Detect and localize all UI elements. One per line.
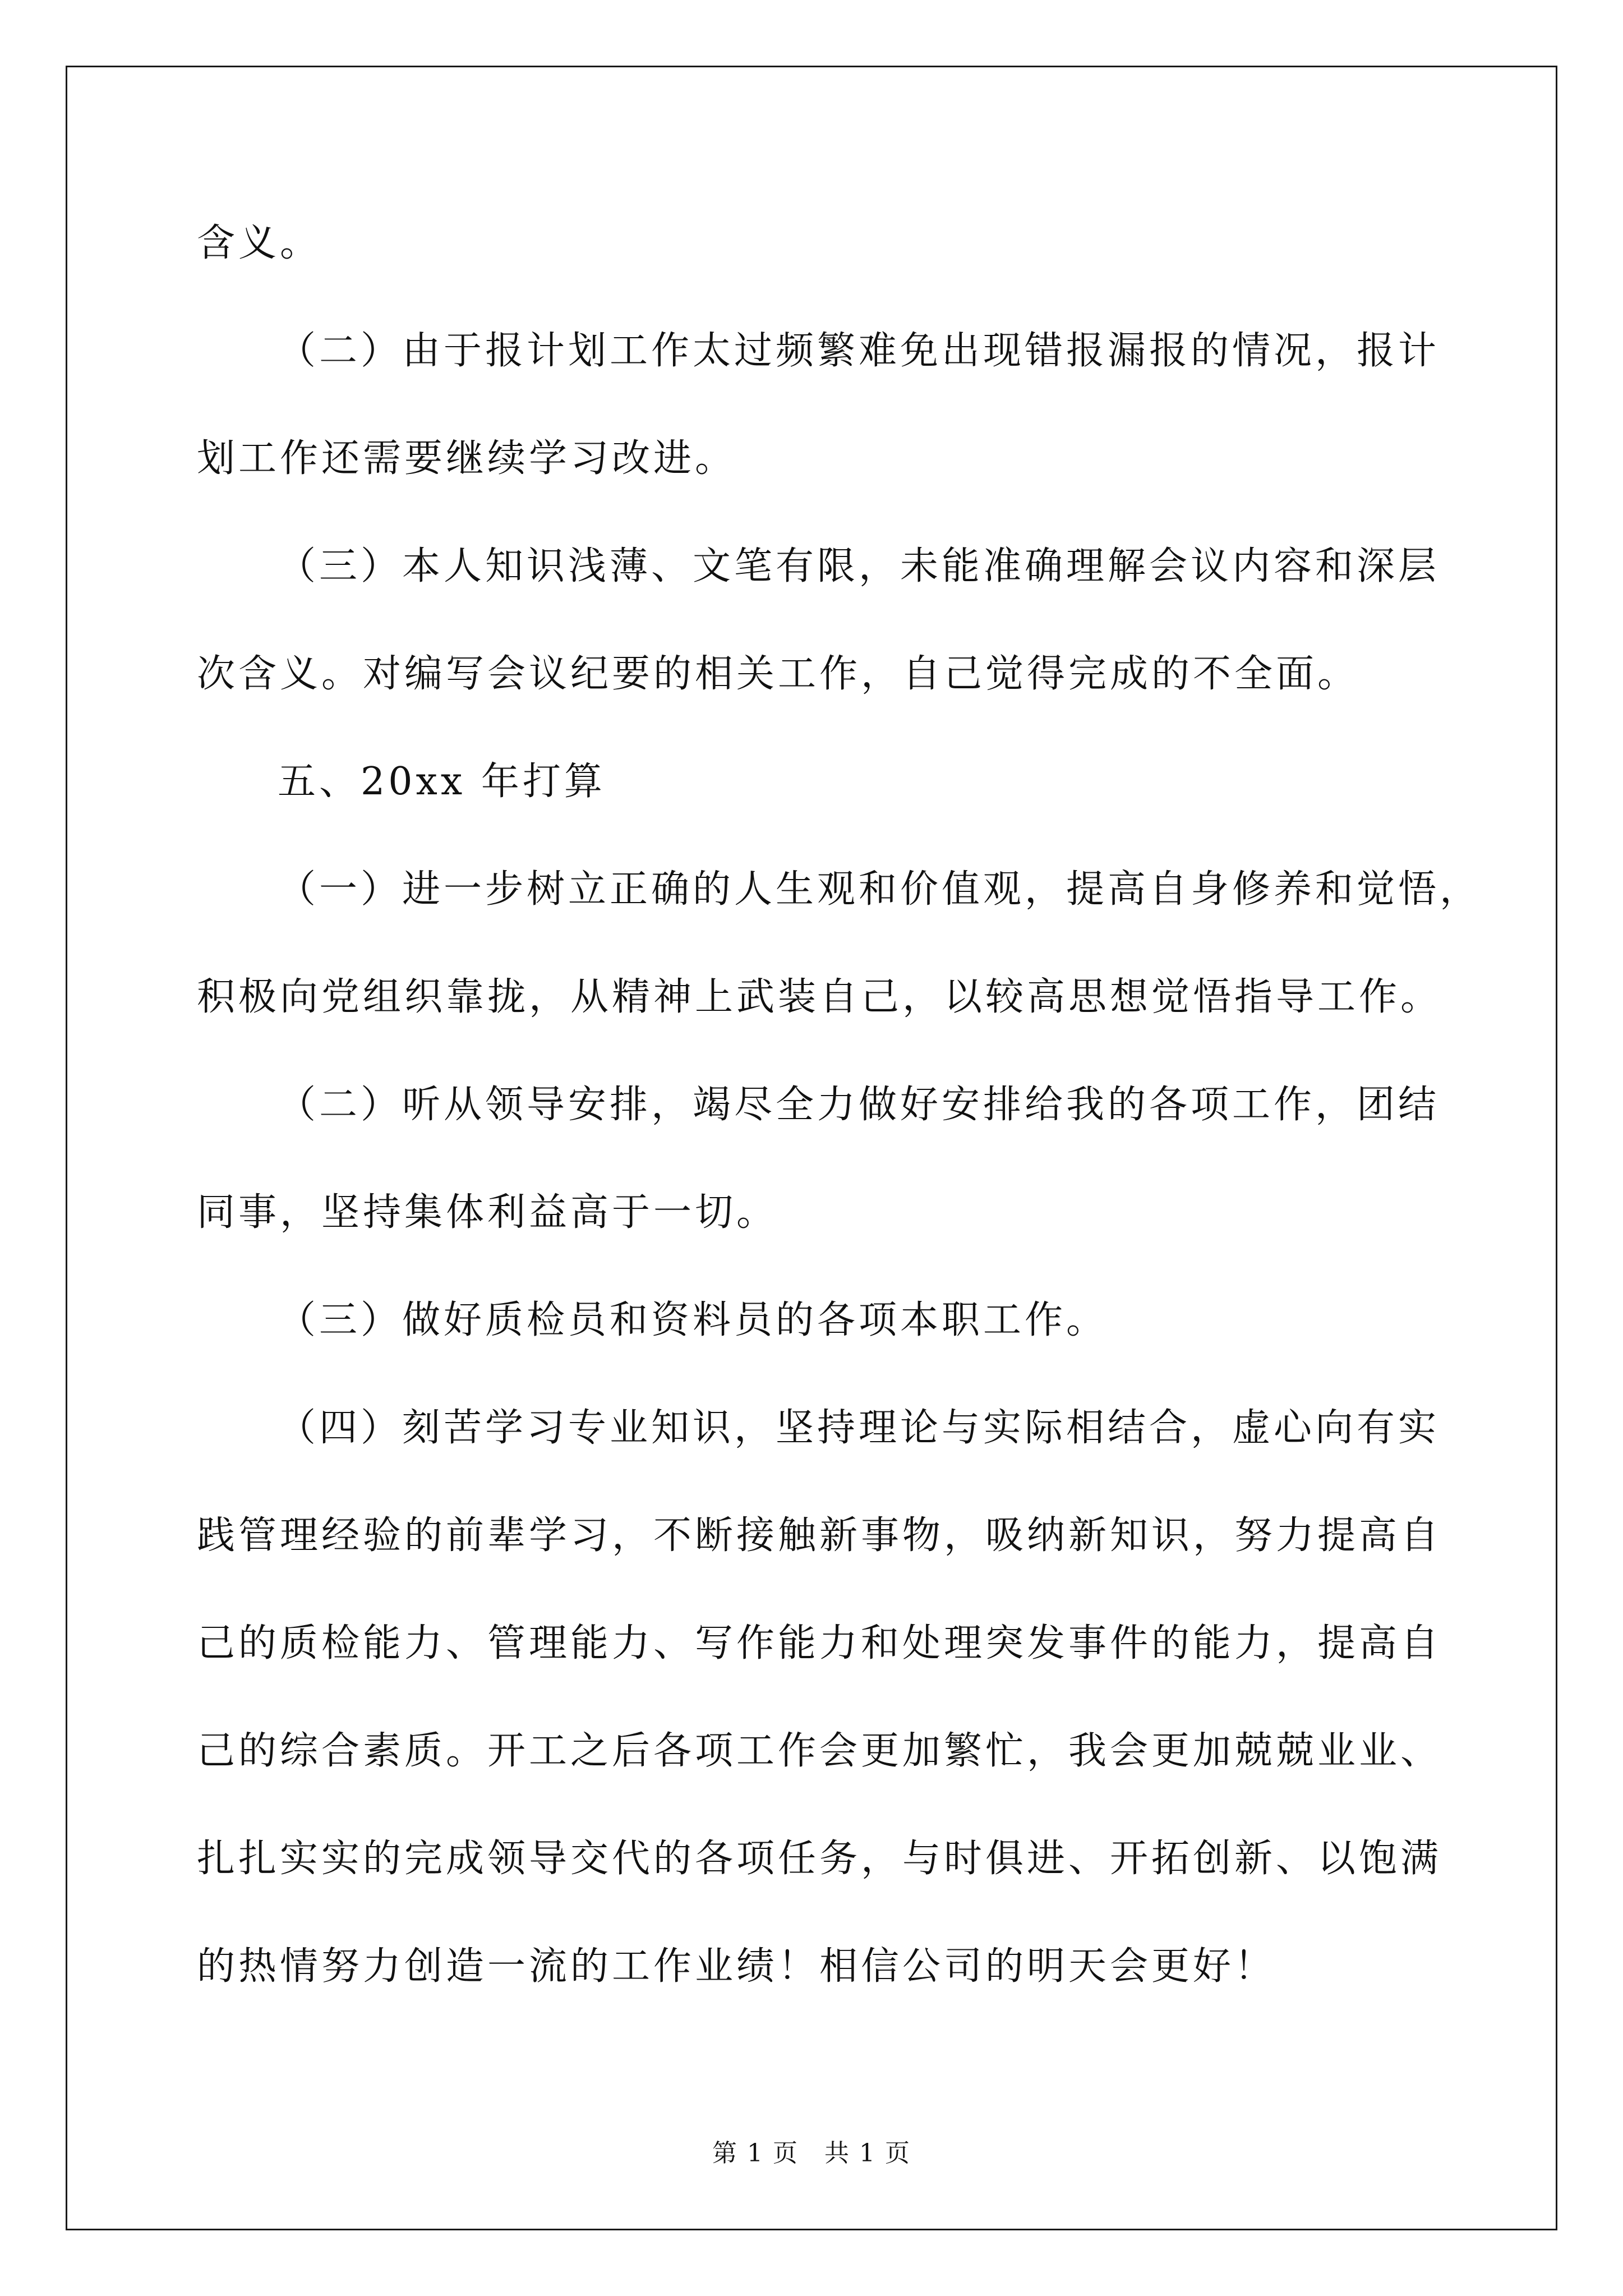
document-body	[197, 212, 1482, 2021]
text-line: 划工作还需要继续学习改进。	[197, 436, 737, 481]
text-line: 己的质检能力、管理能力、写作能力和处理突发事件的能力，提高自	[197, 1621, 1442, 1665]
section-heading: 五、20xx 年打算	[278, 760, 606, 804]
text-line: 己的综合素质。开工之后各项工作会更加繁忙，我会更加兢兢业业、	[197, 1729, 1442, 1773]
text-line: （一）进一步树立正确的人生观和价值观，提高自身修养和觉悟，	[278, 867, 1482, 912]
text-line: （三）做好质检员和资料员的各项本职工作。	[278, 1298, 1108, 1342]
text-line: 积极向党组织靠拢，从精神上武装自己，以较高思想觉悟指导工作。	[197, 975, 1442, 1019]
text-line: 含义。	[197, 221, 322, 265]
text-line: （四）刻苦学习专业知识，坚持理论与实际相结合，虚心向有实	[278, 1406, 1440, 1450]
text-line: （二）由于报计划工作太过频繁难免出现错报漏报的情况，报计	[278, 329, 1440, 373]
text-line: （二）听从领导安排，竭尽全力做好安排给我的各项工作，团结	[278, 1083, 1440, 1127]
text-line: 践管理经验的前辈学习，不断接触新事物，吸纳新知识，努力提高自	[197, 1513, 1442, 1558]
text-line: 的热情努力创造一流的工作业绩！相信公司的明天会更好！	[197, 1944, 1276, 1989]
text-line: （三）本人知识浅薄、文笔有限，未能准确理解会议内容和深层	[278, 544, 1440, 588]
page-number-footer: 第 1 页 共 1 页	[712, 2139, 911, 2168]
text-line: 次含义。对编写会议纪要的相关工作，自己觉得完成的不全面。	[197, 652, 1359, 696]
text-line: 扎扎实实的完成领导交代的各项任务，与时俱进、开拓创新、以饱满	[197, 1837, 1442, 1881]
text-line: 同事，坚持集体利益高于一切。	[197, 1190, 778, 1235]
